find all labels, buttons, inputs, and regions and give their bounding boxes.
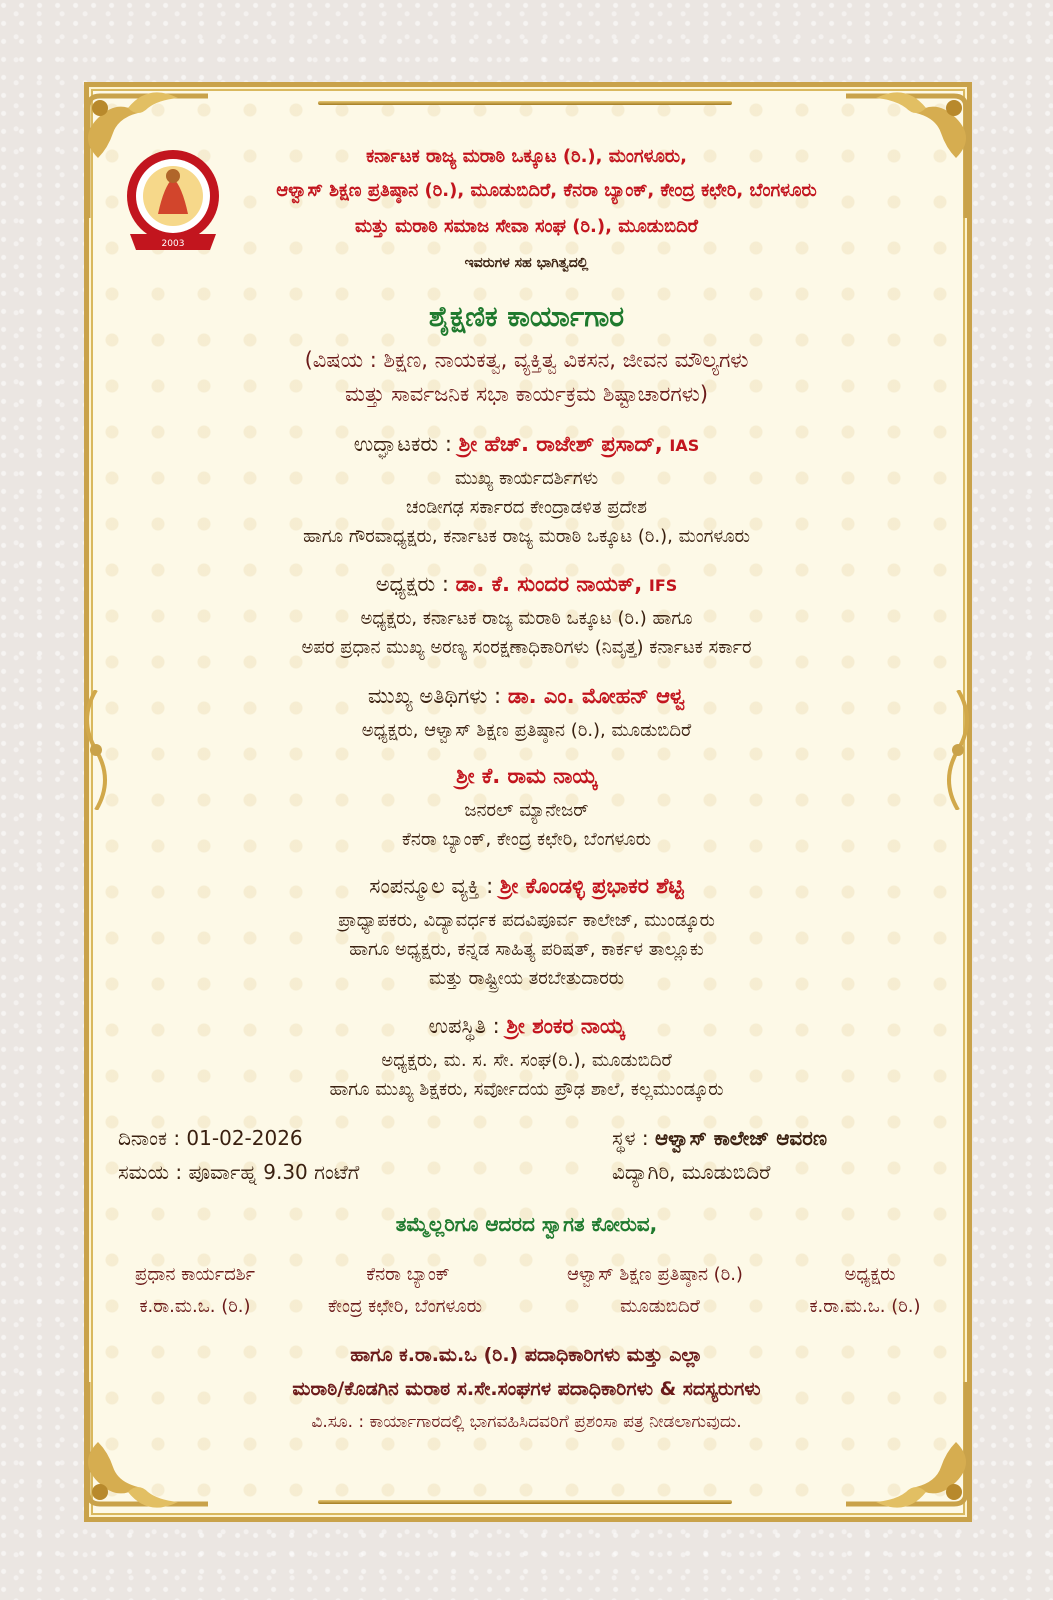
- chief-guests-row: [0, 684, 1053, 709]
- venue-line-1: ಆಳ್ವಾಸ್ ಕಾಲೇಜ್ ಆವರಣ: [654, 1126, 827, 1150]
- footer-line-2: ಮರಾಠಿ/ಕೊಡಗಿನ ಮರಾಠ ಸ.ಸೇ.ಸಂಘಗಳ ಪದಾಧಿಕಾರಿಗಳು & ಸದಸ್ಯರುಗಳು: [292, 1378, 761, 1400]
- presence-row: [0, 1014, 1053, 1039]
- workshop-title: ಶೈಕ್ಷಣಿಕ ಕಾರ್ಯಾಗಾರ: [428, 300, 625, 333]
- date-label: ದಿನಾಂಕ :: [118, 1126, 181, 1150]
- signatory-2-title: ಕೆನರಾ ಬ್ಯಾಂಕ್: [366, 1264, 450, 1285]
- inaugurator-suffix: IAS: [669, 436, 700, 455]
- header-line-3: ಮತ್ತು ಮರಾಠಿ ಸಮಾಜ ಸೇವಾ ಸಂಘ (ರಿ.), ಮೂಡುಬಿದಿರೆ: [355, 216, 698, 237]
- time-label: ಸಮಯ :: [118, 1160, 183, 1184]
- president-label: ಅಧ್ಯಕ್ಷರು :: [375, 572, 449, 596]
- subject-line-1: (ವಿಷಯ : ಶಿಕ್ಷಣ, ನಾಯಕತ್ವ, ವ್ಯಕ್ತಿತ್ವ ವಿಕಸನ, ಜೀವನ ಮೌಲ್ಯಗಳು: [304, 348, 749, 372]
- presence-desc-1: ಅಧ್ಯಕ್ಷರು, ಮ. ಸ. ಸೇ. ಸಂಘ(ರಿ.), ಮೂಡುಬಿದಿರೆ: [381, 1050, 672, 1071]
- svg-text:2003: 2003: [161, 239, 185, 249]
- chief-guest-2-desc-2: ಕೆನರಾ ಬ್ಯಾಂಕ್, ಕೇಂದ್ರ ಕಛೇರಿ, ಬೆಂಗಳೂರು: [402, 829, 651, 850]
- time-value: ಪೂರ್ವಾಹ್ನ 9.30 ಗಂಟೆಗೆ: [188, 1160, 360, 1184]
- signatory-4-org: ಕ.ರಾ.ಮ.ಒ. (ರಿ.): [809, 1296, 921, 1317]
- chief-guests-label: ಮುಖ್ಯ ಅತಿಥಿಗಳು :: [367, 684, 502, 708]
- resource-person-desc-2: ಹಾಗೂ ಅಧ್ಯಕ್ಷರು, ಕನ್ನಡ ಸಾಹಿತ್ಯ ಪರಿಷತ್, ಕಾರ್ಕಳ ತಾಲ್ಲೂಕು: [349, 939, 704, 960]
- chief-guest-1-desc: ಅಧ್ಯಕ್ಷರು, ಆಳ್ವಾಸ್ ಶಿಕ್ಷಣ ಪ್ರತಿಷ್ಠಾನ (ರಿ.), ಮೂಡುಬಿದಿರೆ: [361, 720, 692, 741]
- signatory-2-org: ಕೇಂದ್ರ ಕಛೇರಿ, ಬೆಂಗಳೂರು: [327, 1296, 483, 1317]
- chief-guest-2-desc-1: ಜನರಲ್ ಮ್ಯಾನೇಜರ್: [464, 800, 589, 821]
- venue-label: ಸ್ಥಳ :: [612, 1126, 649, 1150]
- resource-person-row: [0, 874, 1053, 899]
- subject-line-2: ಮತ್ತು ಸಾರ್ವಜನಿಕ ಸಭಾ ಕಾರ್ಯಕ್ರಮ ಶಿಷ್ಟಾಚಾರಗಳು): [344, 382, 709, 406]
- header-line-1: ಕರ್ನಾಟಕ ರಾಜ್ಯ ಮರಾಠಿ ಒಕ್ಕೂಟ (ರಿ.), ಮಂಗಳೂರು,: [366, 146, 687, 167]
- resource-person-label: ಸಂಪನ್ಮೂಲ ವ್ಯಕ್ತಿ :: [369, 874, 494, 898]
- presence-name: ಶ್ರೀ ಶಂಕರ ನಾಯ್ಕ: [506, 1014, 625, 1038]
- footer-note: ವಿ.ಸೂ. : ಕಾರ್ಯಾಗಾರದಲ್ಲಿ ಭಾಗವಹಿಸಿದವರಿಗೆ ಪ್ರಶಂಸಾ ಪತ್ರ ನೀಡಲಾಗುವುದು.: [311, 1412, 742, 1432]
- date-row: [118, 1126, 303, 1150]
- inaugurator-desc-2: ಚಂಡೀಗಢ ಸರ್ಕಾರದ ಕೇಂದ್ರಾಡಳಿತ ಪ್ರದೇಶ: [406, 497, 647, 518]
- president-desc-2: ಅಪರ ಪ್ರಧಾನ ಮುಖ್ಯ ಅರಣ್ಯ ಸಂರಕ್ಷಣಾಧಿಕಾರಿಗಳು (ನಿವೃತ್ತ) ಕರ್ನಾಟಕ ಸರ್ಕಾರ: [301, 637, 752, 658]
- signatory-4-title: ಅಧ್ಯಕ್ಷರು: [844, 1264, 896, 1285]
- footer-line-1: ಹಾಗೂ ಕ.ರಾ.ಮ.ಒ (ರಿ.) ಪದಾಧಿಕಾರಿಗಳು ಮತ್ತು ಎಲ್ಲಾ: [350, 1344, 703, 1366]
- inaugurator-name: ಶ್ರೀ ಹೆಚ್. ರಾಜೇಶ್ ಪ್ರಸಾದ್,: [458, 432, 663, 456]
- chief-guest-2-name: ಶ್ರೀ ಕೆ. ರಾಮ ನಾಯ್ಕ: [456, 764, 597, 788]
- header-line-4: ಇವರುಗಳ ಸಹ ಭಾಗಿತ್ವದಲ್ಲಿ: [464, 255, 589, 271]
- resource-person-name: ಶ್ರೀ ಕೊಂಡಳ್ಳಿ ಪ್ರಭಾಕರ ಶೆಟ್ಟಿ: [499, 874, 684, 898]
- president-suffix: IFS: [648, 576, 678, 595]
- venue-row: [612, 1126, 827, 1150]
- venue-line-2: ವಿದ್ಯಾಗಿರಿ, ಮೂಡುಬಿದಿರೆ: [612, 1160, 771, 1184]
- signatory-3-title: ಆಳ್ವಾಸ್ ಶಿಕ್ಷಣ ಪ್ರತಿಷ್ಠಾನ (ರಿ.): [567, 1264, 743, 1285]
- signatory-1-org: ಕ.ರಾ.ಮ.ಒ. (ರಿ.): [139, 1296, 251, 1317]
- signatory-3-org: ಮೂಡುಬಿದಿರೆ: [620, 1296, 700, 1317]
- inaugurator-desc-1: ಮುಖ್ಯ ಕಾರ್ಯದರ್ಶಿಗಳು: [454, 468, 599, 489]
- header-line-2: ಆಳ್ವಾಸ್ ಶಿಕ್ಷಣ ಪ್ರತಿಷ್ಠಾನ (ರಿ.), ಮೂಡುಬಿದಿರೆ, ಕೆನರಾ ಬ್ಯಾಂಕ್, ಕೇಂದ್ರ ಕಛೇರಿ, ಬೆಂಗಳೂರು: [276, 180, 817, 201]
- date-value: 01-02-2026: [186, 1126, 303, 1150]
- resource-person-desc-3: ಮತ್ತು ರಾಷ್ಟ್ರೀಯ ತರಬೇತುದಾರರು: [428, 968, 625, 989]
- time-row: [118, 1160, 359, 1184]
- inaugurator-desc-3: ಹಾಗೂ ಗೌರವಾಧ್ಯಕ್ಷರು, ಕರ್ನಾಟಕ ರಾಜ್ಯ ಮರಾಠಿ ಒಕ್ಕೂಟ (ರಿ.), ಮಂಗಳೂರು: [303, 526, 750, 547]
- presence-label: ಉಪಸ್ಥಿತಿ :: [428, 1014, 500, 1038]
- president-row: [0, 572, 1053, 597]
- presence-desc-2: ಹಾಗೂ ಮುಖ್ಯ ಶಿಕ್ಷಕರು, ಸರ್ವೋದಯ ಪ್ರೌಢ ಶಾಲೆ, ಕಲ್ಲಮುಂಡ್ಕೂರು: [329, 1079, 724, 1100]
- signatory-1-title: ಪ್ರಧಾನ ಕಾರ್ಯದರ್ಶಿ: [135, 1264, 255, 1285]
- resource-person-desc-1: ಪ್ರಾಧ್ಯಾಪಕರು, ವಿದ್ಯಾವರ್ಧಕ ಪದವಿಪೂರ್ವ ಕಾಲೇಜ್, ಮುಂಡ್ಕೂರು: [338, 910, 715, 931]
- president-desc-1: ಅಧ್ಯಕ್ಷರು, ಕರ್ನಾಟಕ ರಾಜ್ಯ ಮರಾಠಿ ಒಕ್ಕೂಟ (ರಿ.) ಹಾಗೂ: [360, 608, 693, 629]
- inaugurator-label: ಉದ್ಘಾಟಕರು :: [353, 432, 452, 456]
- welcome-line: ತಮ್ಮೆಲ್ಲರಿಗೂ ಆದರದ ಸ್ವಾಗತ ಕೋರುವ,: [395, 1212, 658, 1236]
- chief-guest-1-name: ಡಾ. ಎಂ. ಮೋಹನ್ ಆಳ್ವ: [507, 684, 686, 708]
- president-name: ಡಾ. ಕೆ. ಸುಂದರ ನಾಯಕ್,: [455, 572, 643, 596]
- inaugurator-row: [0, 432, 1053, 457]
